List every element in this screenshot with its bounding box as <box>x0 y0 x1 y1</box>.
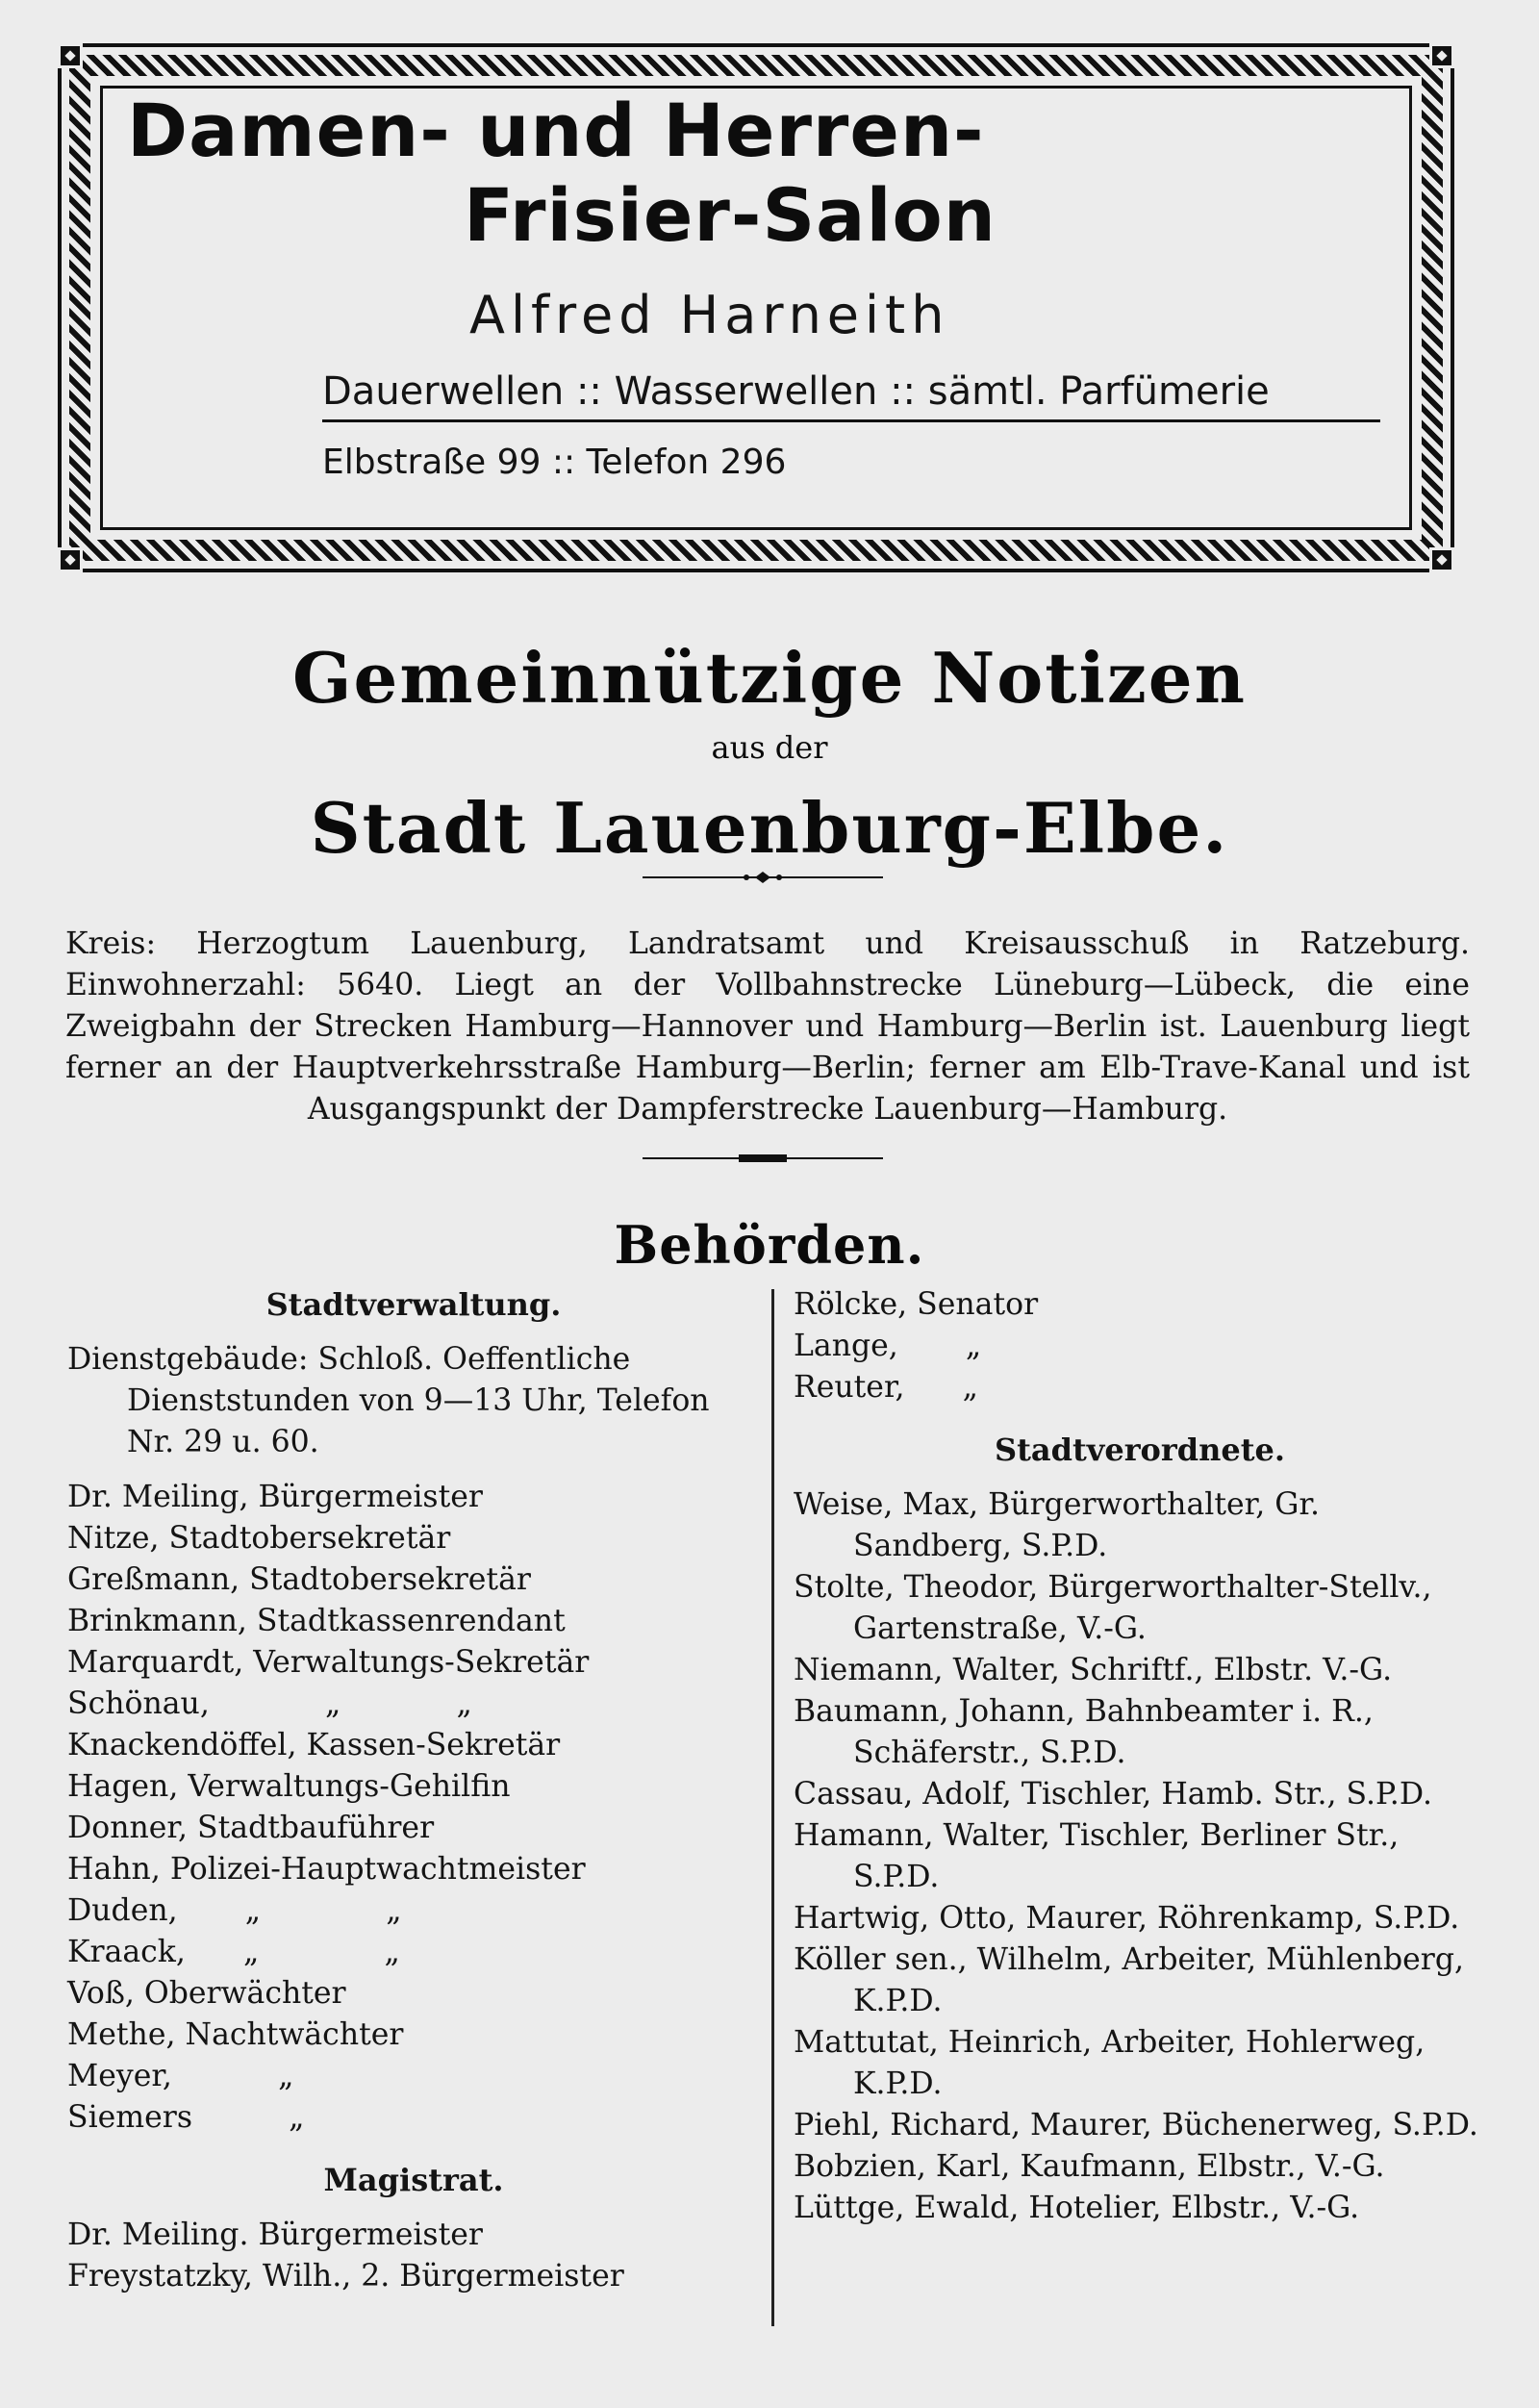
council-member: Köller sen., Wilhelm, Arbeiter, Mühlenberg, K.P.D. <box>794 1942 1464 2018</box>
magistrat-member: Lange, „ <box>794 1329 982 1363</box>
staff-item: Schönau, „ „ <box>67 1686 472 1721</box>
ad-headline-line1: Damen- und Herren- <box>127 88 985 173</box>
staff-item: Voß, Oberwächter <box>67 1976 346 2011</box>
staff-item: Brinkmann, Stadtkassenrendant <box>67 1604 566 1638</box>
magistrat-member: Dr. Meiling. Bürgermeister <box>67 2218 483 2252</box>
intro-paragraph: Kreis: Herzogtum Lauenburg, Landratsamt und Kreisausschuß in Ratzeburg. Einwohnerzahl: 5640. Liegt an der Vollbahnstrecke Lüneburg—Lübeck, die eine Zweigbahn der Strecken Hamburg—Hannover und Hamburg—Berlin ist. Lauenburg liegt ferner an der Hauptverkehrsstraße Hamburg—Berlin; ferner am Elb-Trave-Kanal und ist Ausgangspunkt der Dampferstrecke Lauenburg—Hamburg. <box>65 926 1470 1127</box>
council-member: Stolte, Theodor, Bürgerworthalter-Stellv., Gartenstraße, V.-G. <box>794 1570 1432 1646</box>
staff-item: Duden, „ „ <box>67 1893 402 1928</box>
staff-item: Knackendöffel, Kassen-Sekretär <box>67 1728 561 1762</box>
office-info: Dienstgebäude: Schloß. Oeffentliche Dienststunden von 9—13 Uhr, Telefon Nr. 29 u. 60. <box>67 1342 710 1459</box>
council-member: Hamann, Walter, Tischler, Berliner Str., S.P.D. <box>794 1818 1400 1894</box>
page-title: Gemeinnützige Notizen <box>292 637 1247 719</box>
section-heading-magistrat: Magistrat. <box>323 2162 504 2198</box>
city-title: Stadt Lauenburg-Elbe. <box>310 787 1229 869</box>
council-member: Piehl, Richard, Maurer, Büchenerweg, S.P.D. <box>794 2108 1478 2142</box>
staff-item: Dr. Meiling, Bürgermeister <box>67 1480 483 1514</box>
staff-item: Hagen, Verwaltungs-Gehilfin <box>67 1769 511 1804</box>
ad-address: Elbstraße 99 :: Telefon 296 <box>322 443 787 482</box>
ad-headline-line2: Frisier-Salon <box>464 172 997 258</box>
magistrat-member: Freystatzky, Wilh., 2. Bürgermeister <box>67 2259 624 2294</box>
corner-ornament <box>1429 547 1454 572</box>
ad-headline <box>127 89 1089 258</box>
council-member: Bobzien, Karl, Kaufmann, Elbstr., V.-G. <box>794 2149 1385 2184</box>
corner-ornament <box>1429 43 1454 68</box>
ad-owner: Alfred Harneith <box>469 285 950 345</box>
left-column <box>67 1284 760 2297</box>
section-heading-behoerden: Behörden. <box>614 1214 925 1276</box>
council-member: Cassau, Adolf, Tischler, Hamb. Str., S.P.D. <box>794 1777 1432 1812</box>
staff-item: Methe, Nachtwächter <box>67 2017 404 2052</box>
corner-ornament <box>58 43 83 68</box>
magistrat-member: Reuter, „ <box>794 1370 978 1405</box>
staff-item: Hahn, Polizei-Hauptwachtmeister <box>67 1852 586 1887</box>
magistrat-member: Rölcke, Senator <box>794 1287 1039 1322</box>
staff-item: Marquardt, Verwaltungs-Sekretär <box>67 1645 590 1680</box>
corner-ornament <box>58 547 83 572</box>
section-heading-stadtverordnete: Stadtverordnete. <box>994 1432 1286 1468</box>
council-member: Niemann, Walter, Schriftf., Elbstr. V.-G. <box>794 1653 1393 1687</box>
staff-item: Greßmann, Stadtobersekretär <box>67 1562 531 1597</box>
staff-item: Meyer, „ <box>67 2059 294 2093</box>
section-heading-stadtverwaltung: Stadtverwaltung. <box>265 1286 562 1323</box>
staff-item: Kraack, „ „ <box>67 1935 400 1969</box>
council-member: Weise, Max, Bürgerworthalter, Gr. Sandberg, S.P.D. <box>794 1487 1321 1563</box>
council-member: Hartwig, Otto, Maurer, Röhrenkamp, S.P.D. <box>794 1901 1460 1936</box>
council-member: Lüttge, Ewald, Hotelier, Elbstr., V.-G. <box>794 2191 1360 2225</box>
column-divider <box>771 1289 774 2326</box>
staff-item: Siemers „ <box>67 2100 305 2135</box>
council-member: Mattutat, Heinrich, Arbeiter, Hohlerweg, K.P.D. <box>794 2025 1425 2101</box>
ornament-divider <box>643 872 883 883</box>
ad-services: Dauerwellen :: Wasserwellen :: sämtl. Parfümerie <box>322 369 1380 422</box>
ornament-divider <box>643 1153 883 1164</box>
page-subtitle: aus der <box>711 729 828 766</box>
staff-item: Donner, Stadtbauführer <box>67 1811 435 1845</box>
staff-item: Nitze, Stadtobersekretär <box>67 1521 451 1556</box>
council-member: Baumann, Johann, Bahnbeamter i. R., Schäferstr., S.P.D. <box>794 1694 1374 1770</box>
right-column <box>794 1284 1486 2229</box>
